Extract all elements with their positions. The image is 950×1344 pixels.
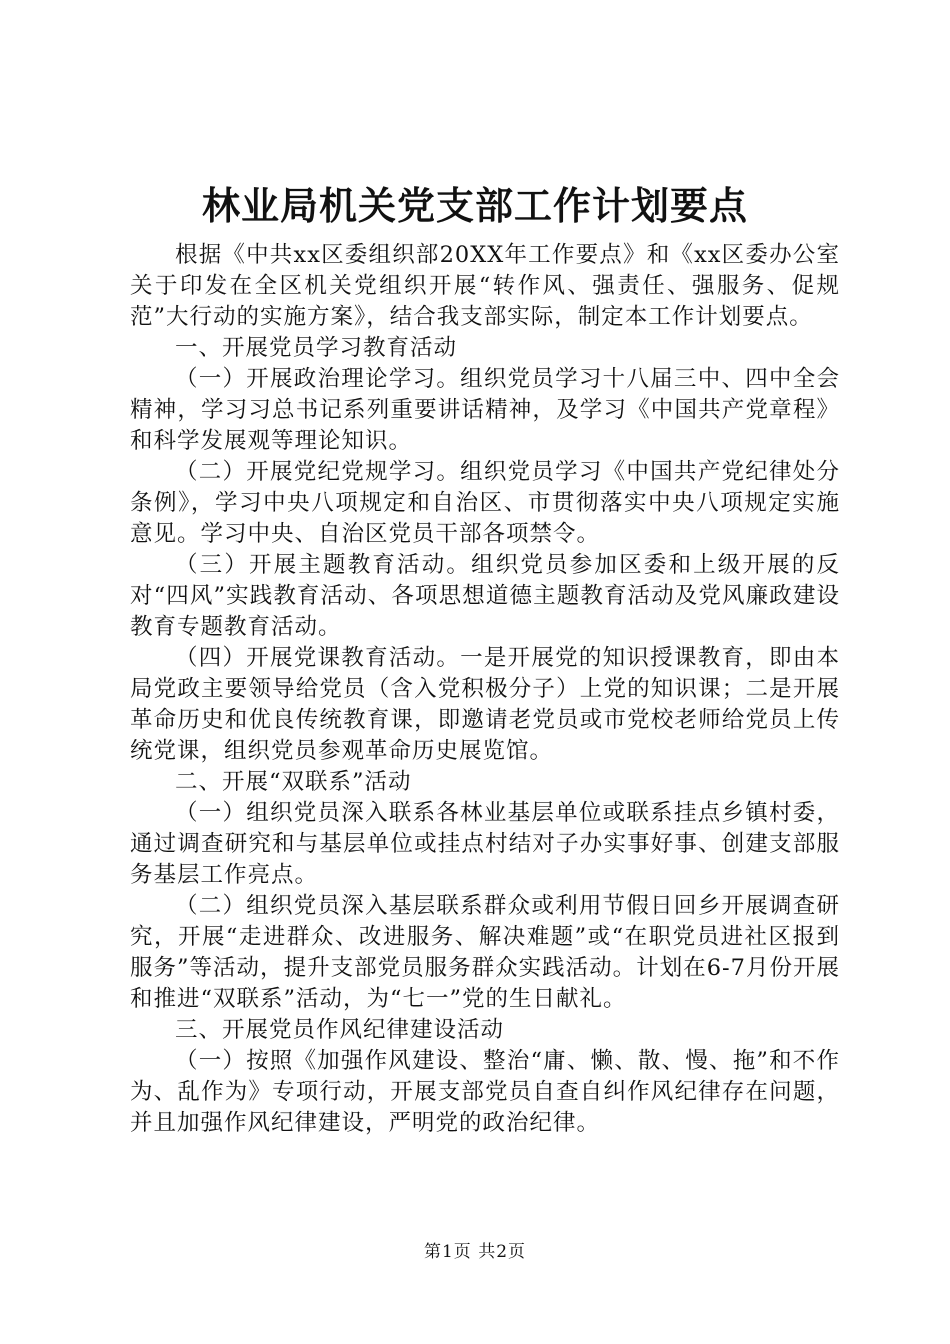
page-indicator: 第1页 共2页 [423,1242,527,1262]
paragraph-1-3: （三）开展主题教育活动。组织党员参加区委和上级开展的反对“四风”实践教育活动、各项思想道德主题教育活动及党风廉政建设教育专题教育活动。 [130,552,840,640]
paragraph-intro: 根据《中共xx区委组织部20XX年工作要点》和《xx区委办公室关于印发在全区机关党组织开展“转作风、强责任、强服务、促规范”大行动的实施方案》，结合我支部实际，制定本工作计划要点。 [130,242,840,330]
paragraph-1-4: （四）开展党课教育活动。一是开展党的知识授课教育，即由本局党政主要领导给党员（含入党积极分子）上党的知识课；二是开展革命历史和优良传统教育课，即邀请老党员或市党校老师给党员上传统党课，组织党员参观革命历史展览馆。 [130,645,840,764]
document-title: 林业局机关党支部工作计划要点 [201,184,748,228]
section-heading-1: 一、开展党员学习教育活动 [175,335,458,361]
paragraph-3-1: （一）按照《加强作风建设、整治“庸、懒、散、慢、拖”和不作为、乱作为》专项行动，开展支部党员自查自纠作风纪律存在问题，并且加强作风纪律建设，严明党的政治纪律。 [130,1048,840,1136]
paragraph-2-1: （一）组织党员深入联系各林业基层单位或联系挂点乡镇村委，通过调查研究和与基层单位或挂点村结对子办实事好事、创建支部服务基层工作亮点。 [130,800,840,888]
paragraph-2-2: （二）组织党员深入基层联系群众或利用节假日回乡开展调查研究，开展“走进群众、改进服务、解决难题”或“在职党员进社区报到服务”等活动，提升支部党员服务群众实践活动。计划在6-7月份开展和推进“双联系”活动，为“七一”党的生日献礼。 [130,893,840,1012]
section-heading-3: 三、开展党员作风纪律建设活动 [175,1017,505,1043]
section-heading-2: 二、开展“双联系”活动 [175,769,412,795]
paragraph-1-1: （一）开展政治理论学习。组织党员学习十八届三中、四中全会精神，学习习总书记系列重要讲话精神，及学习《中国共产党章程》和科学发展观等理论知识。 [130,366,840,454]
document-body [130,240,840,1139]
paragraph-1-2: （二）开展党纪党规学习。组织党员学习《中国共产党纪律处分条例》，学习中央八项规定和自治区、市贯彻落实中央八项规定实施意见。学习中央、自治区党员干部各项禁令。 [130,459,840,547]
